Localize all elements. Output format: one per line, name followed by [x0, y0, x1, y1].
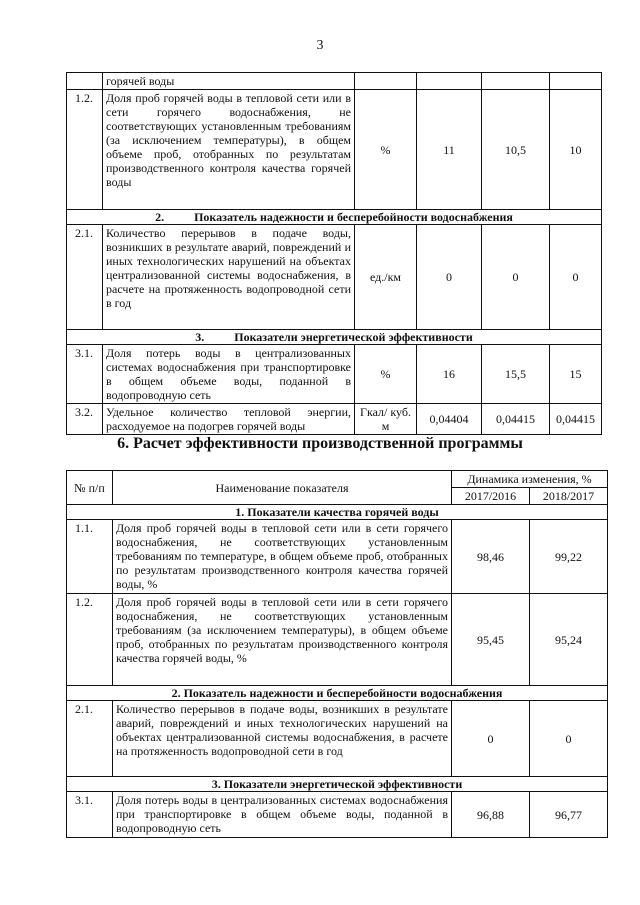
header-col-2017-2016: 2017/2016	[452, 488, 530, 505]
section-row	[67, 210, 602, 225]
row-value: 16	[417, 345, 482, 404]
row-value: 0,04415	[550, 404, 602, 435]
row-text: Доля потерь воды в централизованных системах водоснабжения при транспортировке в общем объеме воды, поданной в водопроводную сеть	[113, 792, 452, 838]
row-value: 98,46	[452, 520, 530, 594]
table-row	[67, 701, 608, 777]
row-unit: %	[355, 345, 417, 404]
section-heading: 3. Показатели энергетической эффективности	[67, 777, 608, 792]
section-number: 2.	[155, 210, 165, 224]
row-text: Количество перерывов в подаче воды, возникших в результате аварий, повреждений и иных технологических нарушений на объектах централизованной системы водоснабжения, в расчете на протяженность водопроводной сети в год	[103, 225, 355, 330]
row-value: 95,45	[452, 594, 530, 686]
section-row	[67, 330, 602, 345]
row-text: горячей воды	[103, 73, 355, 90]
row-value: 0	[482, 225, 550, 330]
section-row	[67, 686, 608, 701]
section-title: Показатель надежности и бесперебойности водоснабжения	[194, 210, 513, 224]
row-text: Количество перерывов в подаче воды, возникших в результате аварий, повреждений и иных технологических нарушений на объектах централизованной системы водоснабжения, в расчете на протяженность водопроводной сети в год	[113, 701, 452, 777]
row-text: Доля потерь воды в централизованных системах водоснабжения при транспортировке в общем объеме воды, поданной в водопроводную сеть	[103, 345, 355, 404]
row-value: 15	[550, 345, 602, 404]
row-text: Доля проб горячей воды в тепловой сети или в сети горячего водоснабжения, не соответствующих установленным требованиям по температуре, в общем объеме проб, отобранных по результатам производственного контроля качества горячей воды, %	[113, 520, 452, 594]
row-value: 99,22	[530, 520, 608, 594]
section-title-efficiency: 6. Расчет эффективности производственной программы	[117, 435, 523, 452]
section-number: 3.	[195, 330, 205, 344]
row-number: 3.1.	[67, 792, 113, 838]
row-number: 3.1.	[67, 345, 103, 404]
efficiency-table	[66, 470, 608, 838]
row-unit: ед./км	[355, 225, 417, 330]
table-row	[67, 792, 608, 838]
row-number: 3.2.	[67, 404, 103, 435]
table-row	[67, 73, 602, 90]
section-heading: 2. Показатель надежности и бесперебойности водоснабжения	[67, 686, 608, 701]
section-title: Показатели энергетической эффективности	[234, 330, 473, 344]
header-dynamics: Динамика изменения, %	[452, 471, 608, 488]
row-text: Доля проб горячей воды в тепловой сети или в сети горячего водоснабжения, не соответствующих установленным требованиям (за исключением температуры), в общем объеме проб, отобранных по результатам производственного контроля качества горячей воды, %	[113, 594, 452, 686]
row-text: Доля проб горячей воды в тепловой сети или в сети горячего водоснабжения, не соответствующих установленным требованиям (за исключением температуры), в общем объеме проб, отобранных по результатам производственного контроля качества горячей воды	[103, 90, 355, 210]
table-row	[67, 404, 602, 435]
row-value: 0	[530, 701, 608, 777]
row-value: 95,24	[530, 594, 608, 686]
section-heading: 1. Показатели качества горячей воды	[67, 505, 608, 520]
table-row	[67, 594, 608, 686]
row-value: 10,5	[482, 90, 550, 210]
table-row	[67, 225, 602, 330]
indicators-table	[66, 72, 602, 435]
row-value: 15,5	[482, 345, 550, 404]
row-value: 0	[550, 225, 602, 330]
table-row	[67, 90, 602, 210]
row-value: 0	[452, 701, 530, 777]
row-unit: %	[355, 90, 417, 210]
row-number: 2.1.	[67, 701, 113, 777]
table-row	[67, 345, 602, 404]
page-number: 3	[316, 38, 324, 53]
header-row	[67, 471, 608, 488]
header-name: Наименование показателя	[113, 471, 452, 505]
section-row	[67, 777, 608, 792]
row-number: 1.2.	[67, 594, 113, 686]
row-value: 0	[417, 225, 482, 330]
row-value: 96,88	[452, 792, 530, 838]
row-unit: Гкал/ куб. м	[355, 404, 417, 435]
row-value: 0,04404	[417, 404, 482, 435]
section-row	[67, 505, 608, 520]
row-value: 11	[417, 90, 482, 210]
row-text: Удельное количество тепловой энергии, расходуемое на подогрев горячей воды	[103, 404, 355, 435]
section-heading	[67, 210, 602, 225]
section-heading	[67, 330, 602, 345]
table-row	[67, 520, 608, 594]
row-value: 96,77	[530, 792, 608, 838]
row-number: 1.1.	[67, 520, 113, 594]
row-value: 10	[550, 90, 602, 210]
row-value: 0,04415	[482, 404, 550, 435]
row-number: 2.1.	[67, 225, 103, 330]
header-col-2018-2017: 2018/2017	[530, 488, 608, 505]
header-number: № п/п	[67, 471, 113, 505]
row-number: 1.2.	[67, 90, 103, 210]
